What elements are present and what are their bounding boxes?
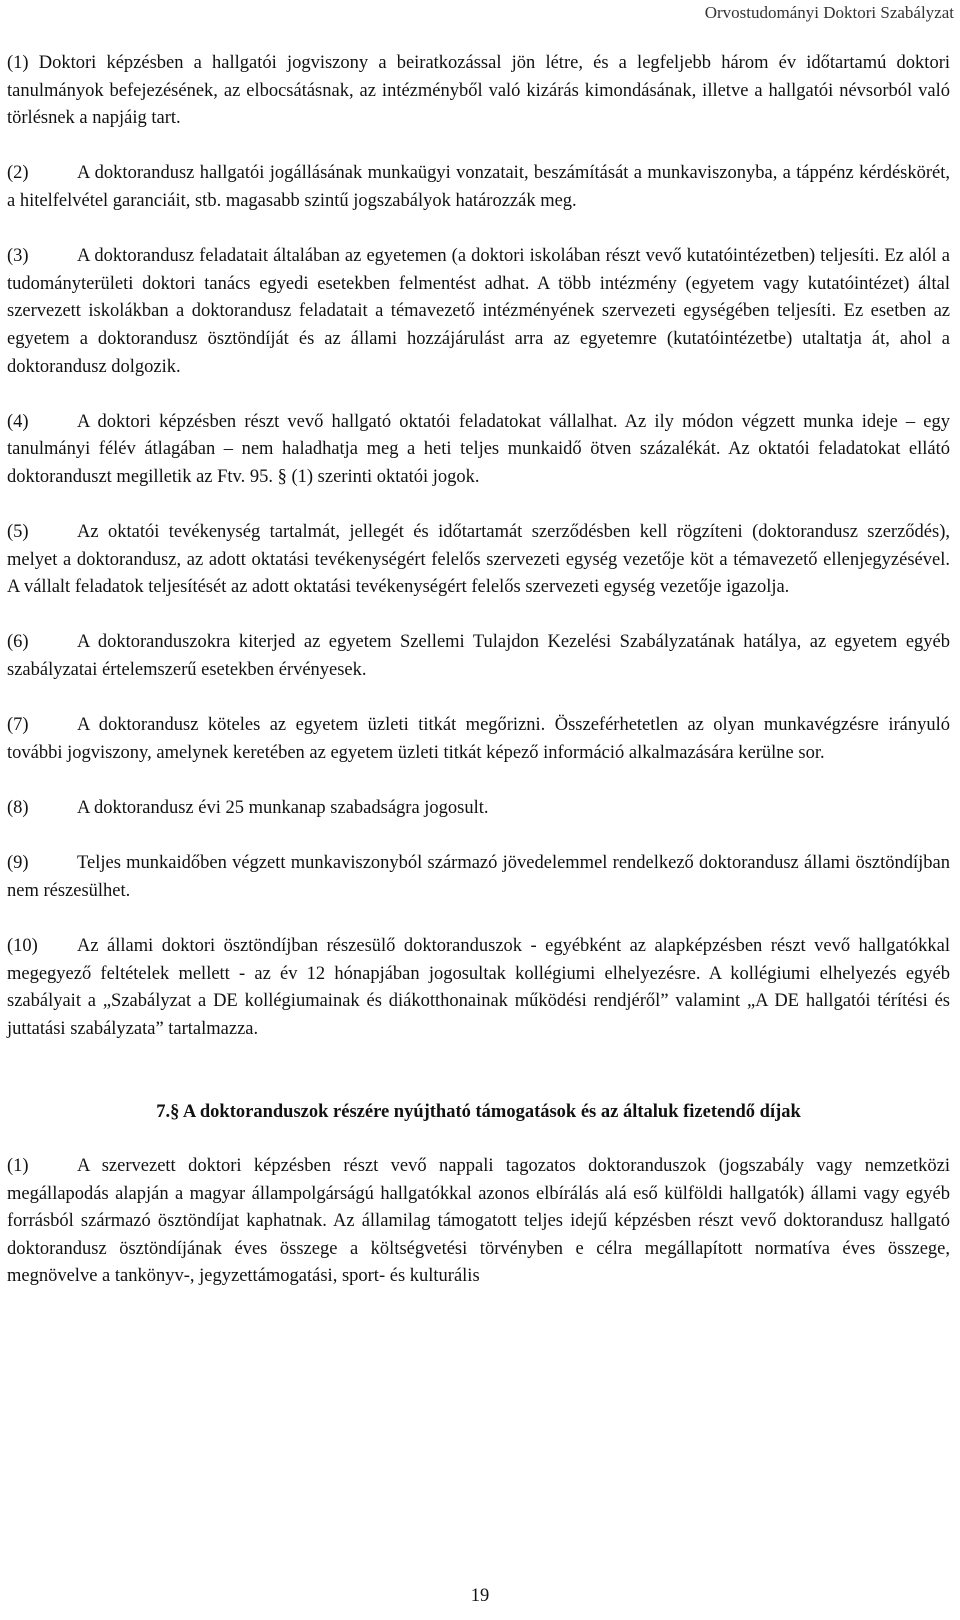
paragraph-text: Teljes munkaidőben végzett munkaviszonyból származó jövedelemmel rendelkező doktorandusz állami ösztöndíjban nem részesülhet. [7, 853, 950, 901]
paragraph-text: A doktori képzésben részt vevő hallgató oktatói feladatokat vállalhat. Az ily módon végzett munka ideje – egy tanulmányi félév átlagában – nem haladhatja meg a heti teljes munkaidő ötven százalékát. Az oktatói feladatokat ellátó doktoranduszt megilletik az Ftv. 95. § (1) szerinti oktatói jogok. [7, 411, 950, 487]
paragraph-text: Az állami doktori ösztöndíjban részesülő doktoranduszok - egyébként az alapképzésben részt vevő hallgatókkal megegyező feltételek mellett - az év 12 hónapjában jogosultak kollégiumi elhelyezésre. A kollégiumi elhelyezés egyéb szabályait a „Szabályzat a DE kollégiumainak és diákotthonainak működési rendjéről” valamint „A DE hallgatói térítési és juttatási szabályzata” tartalmazza. [7, 936, 950, 1039]
paragraph-number: (5) [7, 522, 29, 543]
paragraph-number: (1) [7, 1155, 29, 1176]
paragraph-1 [7, 50, 950, 133]
paragraph-number: (4) [7, 411, 29, 432]
paragraph-3 [7, 243, 950, 381]
paragraph-text: A doktorandusz hallgatói jogállásának munkaügyi vonzatait, beszámítását a munkaviszonyba, a táppénz kérdéskörét, a hitelfelvétel garanciáit, stb. magasabb szintű jogszabályok határozzák meg. [7, 163, 950, 211]
paragraph-2 [7, 160, 950, 215]
page-number: 19 [470, 1586, 490, 1606]
paragraph-text: Az oktatói tevékenység tartalmát, jellegét és időtartamát szerződésben kell rögzíteni (doktorandusz szerződés), melyet a doktorandusz, az adott oktatási tevékenységért felelős szervezeti egység vezetője köt a témavezető ellenjegyzésével. A vállalt feladatok teljesítését az adott oktatási tevékenységért felelős szervezeti egység vezetője igazolja. [7, 522, 950, 598]
paragraph-text: A doktorandusz köteles az egyetem üzleti titkát megőrizni. Összeférhetetlen az olyan munkavégzésre irányuló további jogviszony, amelynek keretében az egyetem üzleti titkát képező információ alkalmazására kerülne sor. [7, 715, 950, 763]
paragraph-text: A doktorandusz évi 25 munkanap szabadságra jogosult. [77, 798, 489, 819]
section-paragraph-1 [7, 1153, 950, 1291]
paragraph-8 [7, 795, 950, 823]
paragraph-number: (8) [7, 798, 29, 819]
section-heading: 7.§ A doktoranduszok részére nyújtható támogatások és az általuk fizetendő díjak [156, 1102, 801, 1123]
paragraph-number: (3) [7, 246, 29, 267]
paragraph-9 [7, 850, 950, 905]
paragraph-text: A doktoranduszokra kiterjed az egyetem Szellemi Tulajdon Kezelési Szabályzatának hatálya, az egyetem egyéb szabályzatai értelemszerű esetekben érvényesek. [7, 632, 950, 681]
paragraph-10 [7, 933, 950, 1043]
paragraph-number: (9) [7, 853, 29, 874]
paragraph-text: A doktorandusz feladatait általában az egyetemen (a doktori iskolában részt vevő kutatóintézetben) teljesíti. Ez alól a tudományterületi doktori tanács egyedi esetekben felmentést adhat. A több intézmény (egyetem vagy kutatóintézet) által szervezett iskolákban a doktorandusz feladatait a témavezető intézményének szervezeti egységében teljesíti. Ez esetben az egyetem a doktorandusz ösztöndíját és az állami hozzájárulást arra az egyetemre (kutatóintézetbe) utaltatja át, ahol a doktorandusz dolgozik. [7, 246, 950, 377]
paragraph-5 [7, 519, 950, 602]
paragraph-6 [7, 629, 950, 684]
paragraph-number: (7) [7, 715, 29, 736]
document-body [7, 50, 950, 1319]
paragraph-number: (2) [7, 163, 29, 184]
paragraph-number: (1) [7, 53, 29, 73]
paragraph-7 [7, 712, 950, 767]
paragraph-4 [7, 409, 950, 492]
paragraph-text: A szervezett doktori képzésben részt vevő nappali tagozatos doktoranduszok (jogszabály vagy nemzetközi megállapodás alapján a magyar állampolgárságú hallgatókkal azonos elbírálás alá eső külföldi hallgatók) állami vagy egyéb forrásból származó ösztöndíjat kaphatnak. Az államilag támogatott teljes idejű képzésben részt vevő doktorandusz hallgató doktorandusz ösztöndíjának éves összege a költségvetési törvényben e célra megállapított normatíva éves összege, megnövelve a tankönyv-, jegyzettámogatási, sport- és kulturális [7, 1155, 950, 1287]
paragraph-text: Doktori képzésben a hallgatói jogviszony a beiratkozással jön létre, és a legfeljebb három év időtartamú doktori tanulmányok befejezésének, az elbocsátásnak, az intézményből való kizárás kimondásának, illetve a hallgatói névsorból való törlésnek a napjáig tart. [7, 53, 950, 129]
running-header: Orvostudományi Doktori Szabályzat [704, 3, 954, 22]
paragraph-number: (10) [7, 936, 38, 956]
paragraph-number: (6) [7, 632, 29, 653]
